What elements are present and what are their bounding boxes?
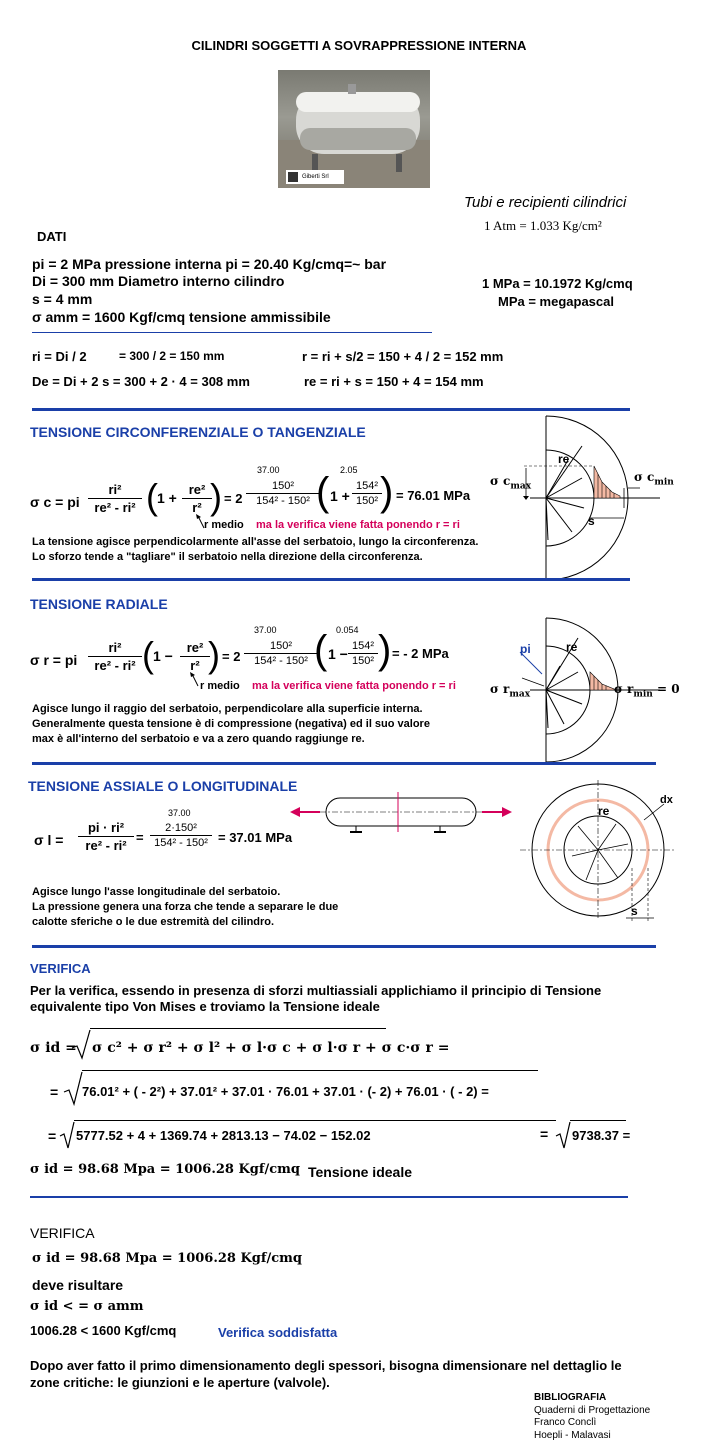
rad-frac4: $\frac{\text{154²}}{\text{150²}}$ bbox=[348, 640, 378, 667]
vm3-result: 9738.37 = bbox=[572, 1128, 631, 1143]
section-divider bbox=[32, 408, 630, 411]
paren: ) bbox=[210, 476, 222, 517]
section-divider bbox=[32, 762, 656, 765]
circ-frac3: $\frac{\text{150²}}{\text{154² - 150²}}$ bbox=[246, 480, 320, 507]
rad-result: = - 2 MPa bbox=[392, 646, 449, 661]
vm4-label: Tensione ideale bbox=[308, 1164, 412, 1180]
ax-frac2: $\frac{\text{2·150²}}{\text{154² - 150²}}$ bbox=[150, 822, 212, 849]
paren: ) bbox=[378, 628, 392, 672]
sqrt-bar bbox=[82, 1070, 538, 1071]
ax-frac1: $\frac{\text{pi · ri²}}{\text{re² - ri²}}$ bbox=[78, 820, 134, 853]
verifica2-l1: σ id = 98.68 Mpa = 1006.28 Kgf/cmq bbox=[32, 1251, 302, 1266]
concl1: Dopo aver fatto il primo dimensionamento degli spessori, bisogna dimensionare nel dettaglio le bbox=[30, 1358, 622, 1373]
dati-heading: DATI bbox=[37, 229, 67, 244]
circ-eq2: = 2 bbox=[224, 491, 243, 506]
biblio-l3: Hoepli - Malavasi bbox=[534, 1430, 611, 1441]
circ-result: = 76.01 MPa bbox=[396, 488, 471, 503]
tank-illustration bbox=[278, 70, 430, 188]
subtitle: Tubi e recipienti cilindrici bbox=[464, 194, 627, 211]
r-formula: r = ri + s/2 = 150 + 4 / 2 = 152 mm bbox=[302, 349, 504, 364]
circ-frac4: $\frac{\text{154²}}{\text{150²}}$ bbox=[352, 480, 382, 507]
vm3-radicand: 5777.52 + 4 + 1369.74 + 2813.13 − 74.02 − 152.02 bbox=[76, 1128, 371, 1143]
biblio-l2: Franco Conclì bbox=[534, 1417, 597, 1428]
circ-desc1: La tensione agisce perpendicolarmente all'asse del serbatoio, lungo la circonferenza. bbox=[32, 536, 479, 548]
vm3-eq: = bbox=[48, 1128, 57, 1144]
circ-lbl-s: s bbox=[588, 514, 595, 528]
circ-note: ma la verifica viene fatta ponendo r = ri bbox=[256, 519, 460, 531]
circ-rmedio: r medio bbox=[204, 519, 244, 531]
sqrt-sign bbox=[556, 1120, 572, 1148]
verifica-heading: VERIFICA bbox=[30, 961, 91, 976]
verifica2-l2: deve risultare bbox=[32, 1277, 124, 1293]
circ-desc2: Lo sforzo tende a "tagliare" il serbatoio nella direzione della circonferenza. bbox=[32, 551, 423, 563]
rad-frac3: $\frac{\text{150²}}{\text{154² - 150²}}$ bbox=[244, 640, 318, 667]
divider bbox=[32, 332, 432, 333]
vm-lhs: σ id = bbox=[30, 1040, 77, 1056]
vm-radicand: σ c² + σ r² + σ l² + σ l·σ c + σ l·σ r + σ c·σ r = bbox=[92, 1040, 450, 1056]
section-divider bbox=[32, 578, 630, 581]
rad-p2-open: 1 − bbox=[328, 646, 348, 662]
rad-desc1: Agisce lungo il raggio del serbatoio, perpendicolare alla superficie interna. bbox=[32, 703, 423, 715]
ri-formula: ri = Di / 2 bbox=[32, 349, 87, 364]
dati-line1: pi = 2 MPa pressione interna pi = 20.40 Kg/cmq=~ bar bbox=[32, 256, 387, 272]
paren: ( bbox=[142, 634, 154, 675]
circ-lbl-cmax: σ $c_{max}$ bbox=[490, 474, 532, 492]
circ-stress-diagram bbox=[490, 416, 670, 586]
ax-lhs: σ l = bbox=[34, 832, 64, 848]
circ-paren-open: 1 + bbox=[157, 490, 177, 506]
vm3-eq2: = bbox=[540, 1126, 549, 1142]
rad-lbl-rmin: σ $r_{min} = 0$ bbox=[614, 682, 680, 700]
ax-lbl-re: re bbox=[598, 804, 610, 818]
vm2-eq: = bbox=[50, 1084, 59, 1100]
concl2: zone critiche: le giunzioni e le aperture (valvole). bbox=[30, 1375, 330, 1390]
paren: ( bbox=[146, 476, 158, 517]
verifica2-heading: VERIFICA bbox=[30, 1225, 95, 1241]
verifica-p1: Per la verifica, essendo in presenza di sforzi multiassiali applichiamo il principio di Tensione bbox=[30, 983, 602, 998]
sqrt-bar bbox=[74, 1120, 556, 1121]
sqrt-bar bbox=[570, 1120, 626, 1121]
circ-heading: TENSIONE CIRCONFERENZIALE O TANGENZIALE bbox=[30, 424, 366, 440]
sqrt-bar bbox=[90, 1028, 386, 1029]
ax-heading: TENSIONE ASSIALE O LONGITUDINALE bbox=[28, 778, 298, 794]
ax-eq: = bbox=[136, 830, 144, 845]
vm2-radicand: 76.01² + ( - 2²) + 37.01² + 37.01 · 76.01 + 37.01 · (- 2) + 76.01 · ( - 2) = bbox=[82, 1084, 489, 1099]
sqrt-sign bbox=[60, 1120, 76, 1148]
paren: ( bbox=[316, 470, 330, 514]
dati-line4: σ amm = 1600 Kgf/cmq tensione ammissibile bbox=[32, 309, 331, 325]
photo-logo: Giberti Srl bbox=[302, 174, 329, 180]
rad-eq2: = 2 bbox=[222, 649, 241, 664]
circ-lbl-cmin: σ $c_{min}$ bbox=[634, 470, 674, 488]
circ-lbl-re: re bbox=[558, 452, 570, 466]
rad-paren-open: 1 − bbox=[153, 648, 173, 664]
circ-lhs: σ c = pi bbox=[30, 494, 80, 510]
circ-top2: 2.05 bbox=[340, 465, 358, 475]
biblio-l1: Quaderni di Progettazione bbox=[534, 1405, 651, 1416]
rad-desc2: Generalmente questa tensione è di compressione (negativa) ed il suo valore bbox=[32, 718, 430, 730]
rad-top2: 0.054 bbox=[336, 625, 359, 635]
ax-lbl-dx: dx bbox=[660, 794, 673, 806]
ax-desc1: Agisce lungo l'asse longitudinale del serbatoio. bbox=[32, 886, 281, 898]
ax-result: = 37.01 MPa bbox=[218, 830, 293, 845]
page-title: CILINDRI SOGGETTI A SOVRAPPRESSIONE INTERNA bbox=[191, 38, 527, 53]
circ-frac1: $\frac{\text{ri²}}{\text{re² - ri²}}$ bbox=[88, 482, 142, 515]
circ-top1: 37.00 bbox=[257, 465, 280, 475]
verifica-ok: Verifica soddisfatta bbox=[218, 1325, 338, 1340]
rad-top1: 37.00 bbox=[254, 625, 277, 635]
ax-desc2: La pressione genera una forza che tende a separare le due bbox=[32, 901, 339, 913]
rad-lhs: σ r = pi bbox=[30, 652, 78, 668]
circ-frac2: $\frac{\text{re²}}{\text{r²}}$ bbox=[182, 482, 212, 515]
rad-frac1: $\frac{\text{ri²}}{\text{re² - ri²}}$ bbox=[88, 640, 142, 673]
sqrt-sign bbox=[64, 1070, 84, 1104]
section-divider bbox=[32, 945, 656, 948]
verifica2-l4: 1006.28 < 1600 Kgf/cmq bbox=[30, 1323, 177, 1338]
sqrt-sign bbox=[72, 1028, 92, 1058]
dati-line3: s = 4 mm bbox=[32, 291, 93, 307]
tank-side-view bbox=[290, 792, 520, 842]
ri-value: = 300 / 2 = 150 mm bbox=[119, 349, 225, 363]
paren: ( bbox=[314, 628, 328, 672]
atm-conversion: 1 Atm = 1.033 Kg/cm² bbox=[484, 218, 602, 233]
section-divider bbox=[30, 1196, 628, 1198]
verifica2-l3: σ id < = σ amm bbox=[30, 1299, 144, 1314]
biblio-heading: BIBLIOGRAFIA bbox=[534, 1392, 607, 1403]
ax-top: 37.00 bbox=[168, 808, 191, 818]
rad-heading: TENSIONE RADIALE bbox=[30, 596, 168, 612]
rad-lbl-re: re bbox=[566, 640, 578, 654]
rad-lbl-pi: pi bbox=[520, 642, 531, 656]
paren: ) bbox=[380, 470, 394, 514]
rad-frac2: $\frac{\text{re²}}{\text{r²}}$ bbox=[180, 640, 210, 673]
ax-lbl-s: s bbox=[631, 904, 638, 918]
verifica-p2: equivalente tipo Von Mises e troviamo la Tensione ideale bbox=[30, 999, 380, 1014]
rad-note: ma la verifica viene fatta ponendo r = ri bbox=[252, 680, 456, 692]
dati-line2: Di = 300 mm Diametro interno cilindro bbox=[32, 273, 285, 289]
circ-p2-open: 1 + bbox=[330, 488, 350, 504]
rad-desc3: max è all'interno del serbatoio e va a zero quando raggiunge re. bbox=[32, 733, 365, 745]
mpa-conversion: 1 MPa = 10.1972 Kg/cmq bbox=[482, 276, 633, 291]
rad-lbl-rmax: σ $r_{max}$ bbox=[490, 682, 531, 700]
ax-desc3: calotte sferiche o le due estremità del cilindro. bbox=[32, 916, 275, 928]
tank-photo bbox=[278, 70, 430, 188]
de-formula: De = Di + 2 s = 300 + 2 · 4 = 308 mm bbox=[32, 374, 250, 389]
paren: ) bbox=[208, 634, 220, 675]
re-formula: re = ri + s = 150 + 4 = 154 mm bbox=[304, 374, 484, 389]
vm4-result: σ id = 98.68 Mpa = 1006.28 Kgf/cmq bbox=[30, 1162, 300, 1177]
mpa-definition: MPa = megapascal bbox=[498, 294, 614, 309]
rad-rmedio: r medio bbox=[200, 680, 240, 692]
